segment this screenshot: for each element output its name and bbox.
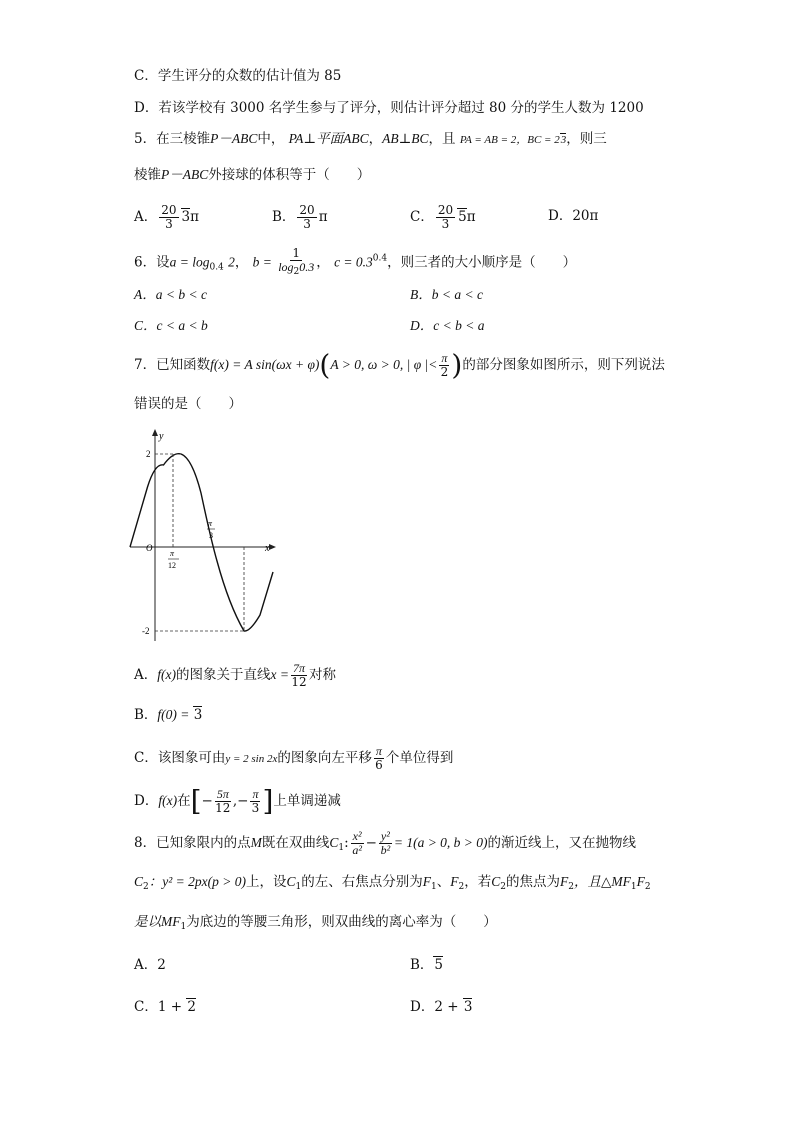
q6-option-d: D．c < b < a [410,318,485,333]
x-axis-label: x [265,543,270,554]
q7-stem-line1: 7．已知函数f(x) = A sin(ωx + φ)(A > 0, ω > 0, | φ |< $\frac{\pi}{2}$ )的部分图象如图所示，则下列说法 [134,348,665,382]
q6-option-c: C．c < a < b [134,318,208,333]
q5-stem-line2: 棱锥P－ABC外接球的体积等于（ ） [134,167,371,183]
q6-option-a: A．a < b < c [134,287,207,302]
q7-stem-line2: 错误的是（ ） [134,396,242,412]
q8-option-d: D．2 + 3 [410,999,473,1015]
q7-option-a: A．f(x)的图象关于直线x = $\frac{7\pi}{12}$ 对称 [134,661,336,689]
q8-stem-line2: $C_2$：y² = 2px(p > 0)上，设$C_1$的左、右焦点分别为$F_1$、$F_2$，若$C_2$的焦点为$F_2$，且$\triangle MF_1F_2$ [134,874,651,892]
q8-stem-line1: 8．已知象限内的点M既在双曲线$C_1$: $\frac{\text{x²}}{\text{a²}}$ − $\frac{\text{y²}}{\text{b²}}$ = 1(a > 0, b > 0)的渐近线上，又在抛物线 [134,829,637,857]
y-min-label: -2 [142,626,150,636]
q7-option-b: B．f(0) = 3 [134,707,203,723]
q5-option-a: A． $\frac{20}{3}$ 3π [134,203,199,231]
q4-option-c: C．学生评分的众数的估计值为 85 [134,68,342,84]
q8-option-a: A．2 [134,957,166,973]
origin-label: O [146,543,153,553]
q8-stem-line3: 是以$MF_1$为底边的等腰三角形，则双曲线的离心率为（ ） [134,914,497,932]
q5-option-c: C． $\frac{20}{3}$ 5π [410,203,476,231]
q4-option-d: D．若该学校有 3000 名学生参与了评分，则估计评分超过 80 分的学生人数为 1200 [134,100,644,116]
y-max-label: 2 [146,449,151,459]
q7-option-d: D．f(x)在[− $\frac{5\pi}{12}$ ,− $\frac{\pi}{3}$ ]上单调递减 [134,784,341,818]
q8-option-c: C．1 + 2 [134,999,196,1015]
q6-stem: 6．设$a = \log_{0.4} 2$， b = $\frac{1}{\log_20.3}$ ， $c = 0.3^{0.4}$，则三者的大小顺序是（ ） [134,246,577,277]
q6-option-b: B．b < a < c [410,287,483,302]
y-axis-label: y [159,431,164,442]
q5-option-b: B． $\frac{20}{3}$ π [272,203,328,231]
q5-option-d: D．20π [548,208,599,224]
x-tick2-den: 3 [209,531,213,540]
q8-option-b: B．5 [410,957,444,973]
x-tick2-num: π [208,519,213,528]
x-tick1-num: π [170,549,175,558]
q7-function-graph [126,425,286,645]
q5-stem-line1: 5．在三棱锥P－ABC中， PA⊥平面ABC，AB⊥BC，且 PA = AB = 2，BC = 23，则三 [134,131,607,147]
q7-option-c: C．该图象可由y = 2 sin 2x的图象向左平移 $\frac{\pi}{6}$ 个单位得到 [134,744,454,772]
x-tick1-den: 12 [168,561,176,570]
